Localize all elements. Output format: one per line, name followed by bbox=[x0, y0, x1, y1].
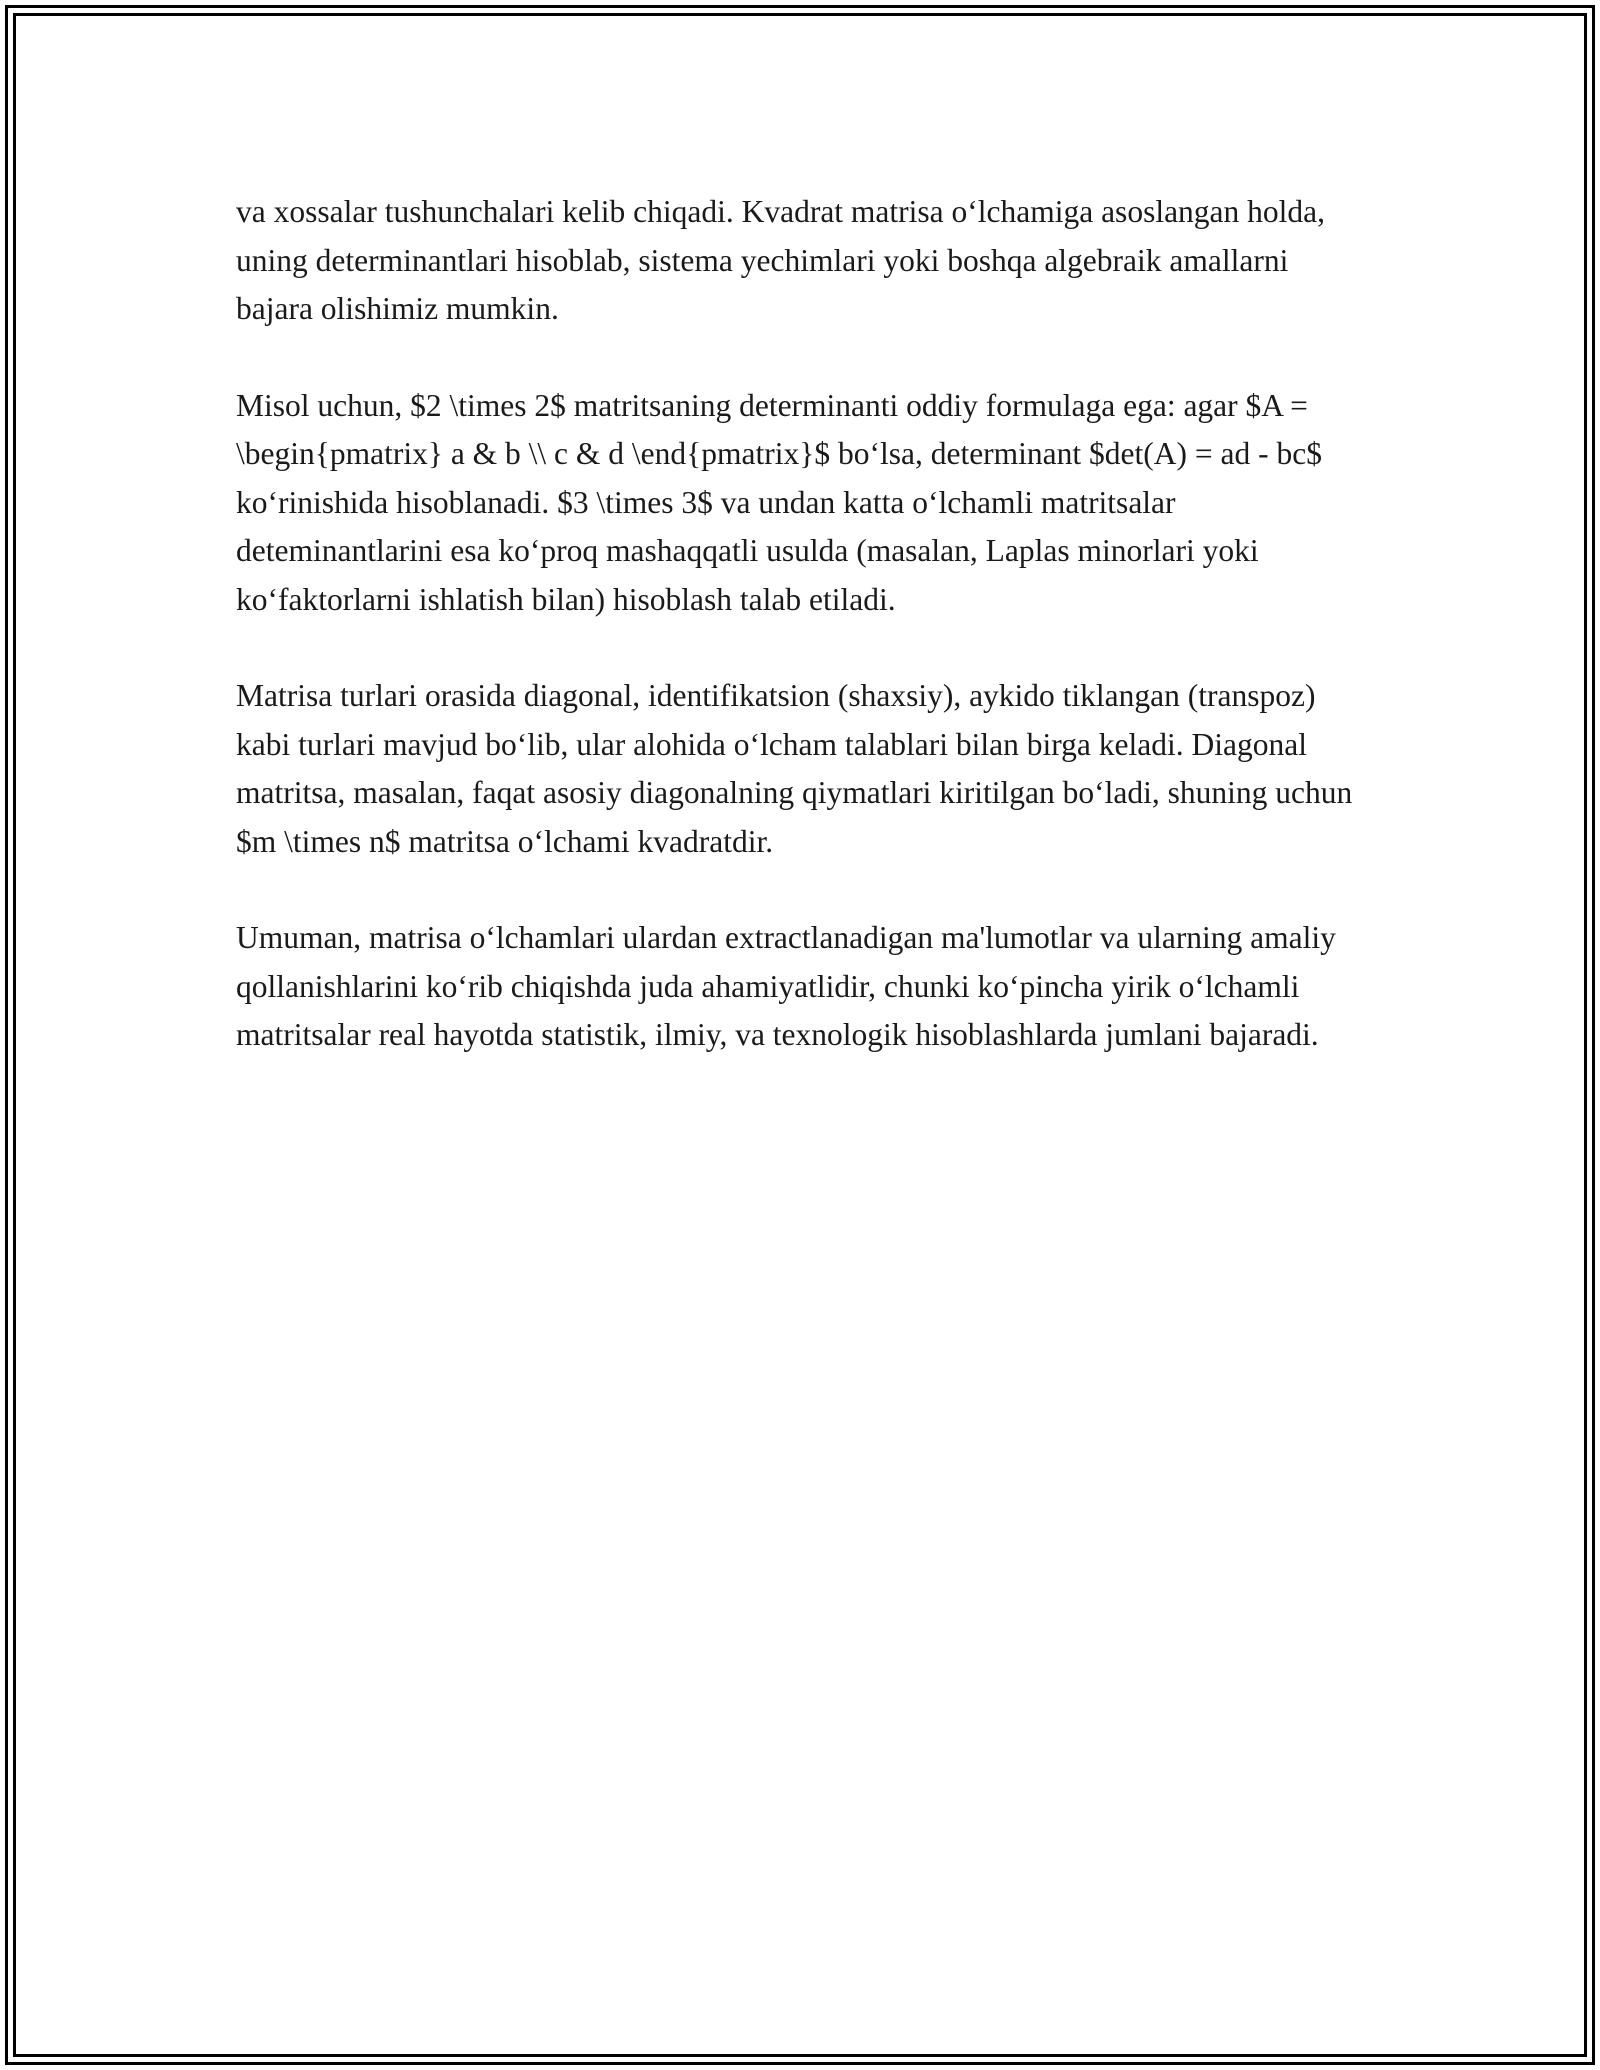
paragraph-3: Matrisa turlari orasida diagonal, identifikatsion (shaxsiy), aykido tiklangan (transpoz) kabi turlari mavjud bo‘lib, ular alohida o‘lcham talablari bilan birga keladi. Diagonal matritsa, masalan, faqat asosiy diagonalning qiymatlari kiritilgan bo‘ladi, shuning uchun $m \times n$ matritsa o‘lchami kvadratdir. bbox=[236, 678, 1353, 859]
paragraph-1: va xossalar tushunchalari kelib chiqadi. Kvadrat matrisa o‘lchamiga asoslangan holda, uning determinantlari hisoblab, sistema yechimlari yoki boshqa algebraik amallarni bajara olishimiz mumkin. bbox=[236, 194, 1326, 326]
paragraph-4: Umuman, matrisa o‘lchamlari ulardan extractlanadigan ma'lumotlar va ularning amaliy qollanishlarini ko‘rib chiqishda juda ahamiyatlidir, chunki ko‘pincha yirik o‘lchamli matritsalar real hayotda statistik, ilmiy, va texnologik hisoblashlarda jumlani bajaradi. bbox=[236, 920, 1336, 1052]
paragraph-2: Misol uchun, $2 \times 2$ matritsaning determinanti oddiy formulaga ega: agar $A = \begin{pmatrix} a & b \\ c & d \end{pmatrix}$ bo‘lsa, determinant $det(A) = ad - bc$ ko‘rinishida hisoblanadi. $3 \times 3$ va undan katta o‘lchamli matritsalar deteminantlarini esa ko‘proq mashaqqatli usulda (masalan, Laplas minorlari yoki ko‘faktorlarni ishlatish bilan) hisoblash talab etiladi. bbox=[236, 387, 1322, 617]
document-body bbox=[236, 188, 1366, 1060]
